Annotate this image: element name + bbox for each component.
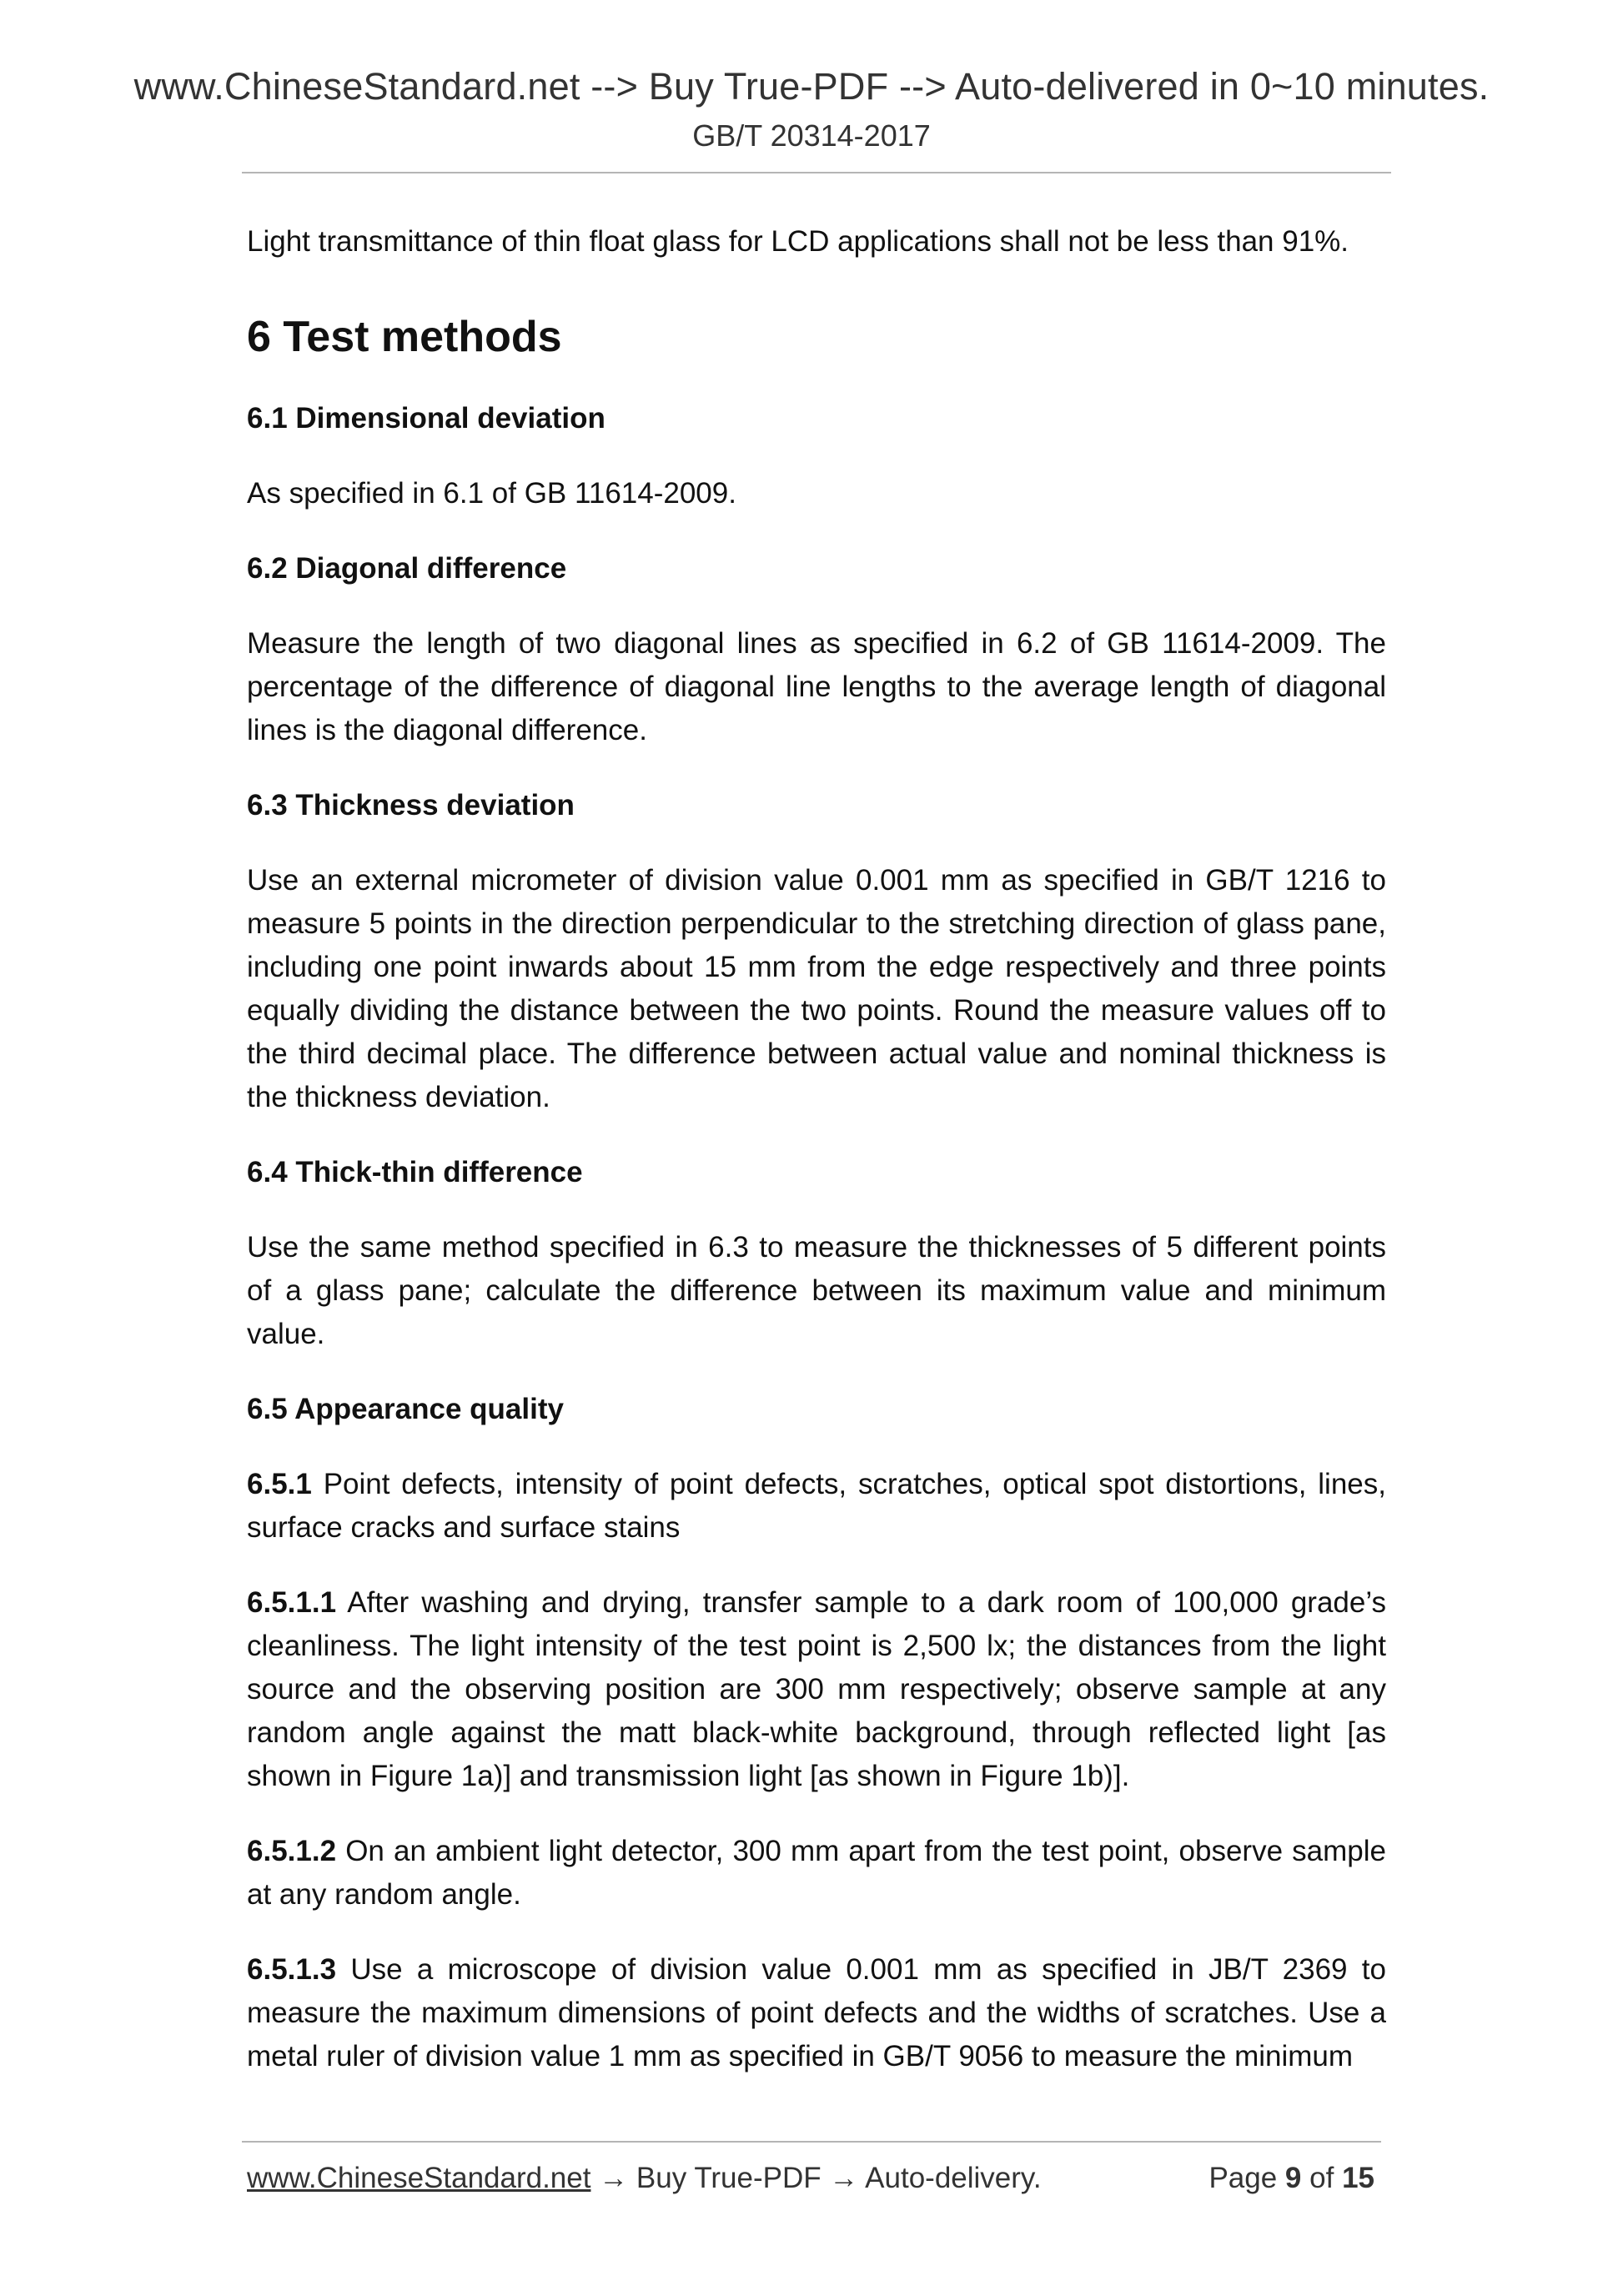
header-banner: www.ChineseStandard.net --> Buy True-PDF --> Auto-delivered in 0~10 minutes. [133,65,1490,108]
heading-6-5: 6.5 Appearance quality [247,1393,564,1425]
paragraph-6-1: As specified in 6.1 of GB 11614-2009. [247,477,736,510]
intro-paragraph: Light transmittance of thin float glass for LCD applications shall not be less than 91%. [247,225,1349,258]
paragraph-6-2: Measure the length of two diagonal lines as specified in 6.2 of GB 11614-2009. The percentage of the difference of diagonal line lengths to the average length of diagonal lines is the diagonal difference. [247,627,1386,746]
section-title: 6 Test methods [247,313,562,361]
paragraph-6-5-1-2 [247,1830,1386,1917]
footer-tagline [247,2162,1042,2195]
clause-number-6-5-1-1: 6.5.1.1 [247,1586,337,1619]
heading-6-3: 6.3 Thickness deviation [247,789,575,821]
paragraph-6-4: Use the same method specified in 6.3 to measure the thicknesses of 5 different points of a glass pane; calculate the difference between its maximum value and minimum value. [247,1231,1386,1350]
clause-text-6-5-1-3: Use a microscope of division value 0.001 mm as specified in JB/T 2369 to measure the maximum dimensions of point defects and the widths of scratches. Use a metal ruler of division value 1 mm as specified in GB/T 9056 to measure the minimum [247,1953,1386,2072]
paragraph-6-5-1 [247,1463,1386,1550]
clause-text-6-5-1: Point defects, intensity of point defects, scratches, optical spot distortions, lines, surface cracks and surface stains [247,1468,1386,1544]
page-indicator [1208,2162,1374,2195]
clause-text-6-5-1-1: After washing and drying, transfer sample to a dark room of 100,000 grade’s cleanliness. The light intensity of the test point is 2,500 lx; the distances from the light source and the observing position are 300 mm respectively; observe sample at any random angle against the matt black-white background, through reflected light [as shown in Figure 1a)] and transmission light [as shown in Figure 1b)]. [247,1586,1386,1792]
clause-number-6-5-1-3: 6.5.1.3 [247,1953,337,1986]
of-word: of [1309,2162,1334,2194]
clause-number-6-5-1-2: 6.5.1.2 [247,1835,337,1867]
heading-6-2: 6.2 Diagonal difference [247,552,567,585]
heading-6-1: 6.1 Dimensional deviation [247,402,605,435]
page-word: Page [1208,2162,1278,2194]
footer-divider [242,2141,1381,2143]
footer-tagline-text: → Buy True-PDF → Auto-delivery. [590,2162,1042,2194]
paragraph-6-5-1-1 [247,1581,1386,1798]
paragraph-6-5-1-3 [247,1948,1386,2078]
clause-number-6-5-1: 6.5.1 [247,1468,312,1500]
heading-6-4: 6.4 Thick-thin difference [247,1156,583,1188]
clause-text-6-5-1-2: On an ambient light detector, 300 mm apart from the test point, observe sample at any random angle. [247,1835,1386,1911]
header-doc-id: GB/T 20314-2017 [692,118,931,153]
paragraph-6-3: Use an external micrometer of division value 0.001 mm as specified in GB/T 1216 to measure 5 points in the direction perpendicular to the stretching direction of glass pane, including one point inwards about 15 mm from the edge respectively and three points equally dividing the distance between the two points. Round the measure values off to the third decimal place. The difference between actual value and nominal thickness is the thickness deviation. [247,864,1386,1113]
header-divider [242,172,1391,173]
page-total: 15 [1342,2162,1374,2194]
footer-site-link[interactable]: www.ChineseStandard.net [247,2162,591,2194]
page-content [247,220,1386,2078]
page-current: 9 [1284,2162,1302,2194]
